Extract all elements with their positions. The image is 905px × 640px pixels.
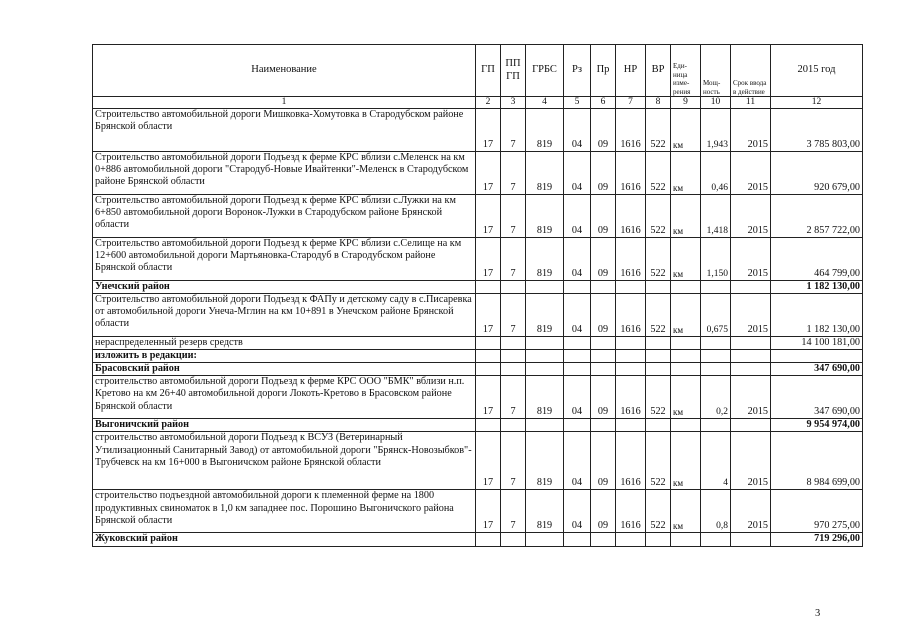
cell-pp-gp: 7 — [501, 432, 526, 490]
cell-term: 2015 — [731, 432, 771, 490]
empty-cell — [591, 533, 616, 546]
empty-cell — [646, 419, 671, 432]
empty-cell — [731, 419, 771, 432]
empty-cell — [616, 337, 646, 350]
empty-cell — [564, 363, 591, 376]
cell-grbs: 819 — [526, 195, 564, 238]
cell-pr: 09 — [591, 294, 616, 337]
table-row — [93, 195, 863, 238]
col-header-gp: ГП — [476, 45, 501, 97]
empty-cell — [591, 337, 616, 350]
row-name: Строительство автомобильной дороги Подъезд к ферме КРС вблизи с.Меленск на км 0+886 автомобильной дороги "Стародуб-Новые Ивайтенки"-Меленск в Стародубском районе Брянской области — [93, 152, 476, 195]
empty-cell — [671, 281, 701, 294]
empty-cell — [501, 533, 526, 546]
column-number: 9 — [671, 97, 701, 109]
cell-grbs: 819 — [526, 432, 564, 490]
column-number: 7 — [616, 97, 646, 109]
col-header-year: 2015 год — [771, 45, 863, 97]
row-name: Строительство автомобильной дороги Подъезд к ФАПу и детскому саду в с.Писаревка от автомобильной дороги Унеча-Мглин на км 10+891 в Унечском районе Брянской области — [93, 294, 476, 337]
empty-cell — [526, 419, 564, 432]
cell-rz: 04 — [564, 490, 591, 533]
row-name: Унечский район — [93, 281, 476, 294]
empty-cell — [501, 419, 526, 432]
row-name: Брасовский район — [93, 363, 476, 376]
cell-vr: 522 — [646, 376, 671, 419]
column-number: 2 — [476, 97, 501, 109]
column-number: 11 — [731, 97, 771, 109]
cell-grbs: 819 — [526, 109, 564, 152]
empty-cell — [701, 350, 731, 363]
cell-nr: 1616 — [616, 109, 646, 152]
cell-vr: 522 — [646, 294, 671, 337]
cell-rz: 04 — [564, 109, 591, 152]
table-row — [93, 109, 863, 152]
cell-pp-gp: 7 — [501, 152, 526, 195]
col-header-rz: Рз — [564, 45, 591, 97]
empty-cell — [564, 419, 591, 432]
empty-cell — [564, 337, 591, 350]
row-name: строительство автомобильной дороги Подъезд к ВСУЗ (Ветеринарный Утилизационный Санитарный Завод) от автомобильной дороги "Брянск-Новозыбков"-Трубчевск на км 16+000 в Выгоничском районе Брянской области — [93, 432, 476, 490]
cell-vr: 522 — [646, 195, 671, 238]
district-row — [93, 533, 863, 546]
table-row — [93, 490, 863, 533]
cell-rz: 04 — [564, 294, 591, 337]
cell-pr: 09 — [591, 195, 616, 238]
col-header-name: Наименование — [93, 45, 476, 97]
empty-cell — [616, 350, 646, 363]
empty-cell — [526, 281, 564, 294]
empty-cell — [591, 281, 616, 294]
cell-pp-gp: 7 — [501, 376, 526, 419]
row-name: Строительство автомобильной дороги Подъезд к ферме КРС вблизи с.Лужки на км 6+850 автомобильной дороги Воронок-Лужки в Стародубском районе Брянской области — [93, 195, 476, 238]
table-row — [93, 152, 863, 195]
empty-cell — [564, 350, 591, 363]
column-number: 3 — [501, 97, 526, 109]
empty-cell — [646, 281, 671, 294]
column-number: 12 — [771, 97, 863, 109]
cell-term: 2015 — [731, 195, 771, 238]
cell-nr: 1616 — [616, 294, 646, 337]
cell-unit: км — [671, 195, 701, 238]
cell-power: 0,8 — [701, 490, 731, 533]
cell-rz: 04 — [564, 195, 591, 238]
cell-nr: 1616 — [616, 152, 646, 195]
cell-vr: 522 — [646, 152, 671, 195]
cell-power: 1,150 — [701, 238, 731, 281]
row-name: Жуковский район — [93, 533, 476, 546]
empty-cell — [671, 363, 701, 376]
cell-power: 0,675 — [701, 294, 731, 337]
cell-grbs: 819 — [526, 294, 564, 337]
cell-gp: 17 — [476, 294, 501, 337]
empty-cell — [616, 363, 646, 376]
empty-cell — [501, 350, 526, 363]
cell-term: 2015 — [731, 294, 771, 337]
cell-power: 0,46 — [701, 152, 731, 195]
row-name: Строительство автомобильной дороги Подъезд к ферме КРС вблизи с.Селище на км 12+600 автомобильной дороги Мартьяновка-Стародуб в Стародубском районе Брянской области — [93, 238, 476, 281]
cell-grbs: 819 — [526, 152, 564, 195]
cell-pr: 09 — [591, 432, 616, 490]
cell-amount: 970 275,00 — [771, 490, 863, 533]
empty-cell — [501, 337, 526, 350]
cell-nr: 1616 — [616, 238, 646, 281]
cell-pr: 09 — [591, 109, 616, 152]
cell-nr: 1616 — [616, 376, 646, 419]
row-name: Выгоничский район — [93, 419, 476, 432]
cell-amount: 347 690,00 — [771, 363, 863, 376]
col-header-pp-gp: ПП ГП — [501, 45, 526, 97]
cell-term: 2015 — [731, 152, 771, 195]
cell-pp-gp: 7 — [501, 238, 526, 281]
empty-cell — [701, 533, 731, 546]
cell-amount: 1 182 130,00 — [771, 281, 863, 294]
cell-pp-gp: 7 — [501, 109, 526, 152]
district-row — [93, 350, 863, 363]
column-number: 6 — [591, 97, 616, 109]
empty-cell — [476, 350, 501, 363]
district-row — [93, 419, 863, 432]
cell-gp: 17 — [476, 109, 501, 152]
row-name: строительство автомобильной дороги Подъезд к ферме КРС ООО "БМК" вблизи н.п. Кретово на км 26+40 автомобильной дороги Локоть-Кретово в Брасовском районе Брянской области — [93, 376, 476, 419]
cell-gp: 17 — [476, 432, 501, 490]
empty-cell — [526, 350, 564, 363]
column-number: 10 — [701, 97, 731, 109]
cell-pr: 09 — [591, 238, 616, 281]
empty-cell — [476, 337, 501, 350]
cell-vr: 522 — [646, 109, 671, 152]
cell-unit: км — [671, 490, 701, 533]
cell-amount: 2 857 722,00 — [771, 195, 863, 238]
empty-cell — [616, 419, 646, 432]
cell-grbs: 819 — [526, 238, 564, 281]
cell-rz: 04 — [564, 376, 591, 419]
cell-term: 2015 — [731, 109, 771, 152]
cell-grbs: 819 — [526, 490, 564, 533]
table-row — [93, 376, 863, 419]
cell-gp: 17 — [476, 152, 501, 195]
column-number: 4 — [526, 97, 564, 109]
cell-pr: 09 — [591, 490, 616, 533]
district-row — [93, 281, 863, 294]
column-number: 1 — [93, 97, 476, 109]
empty-cell — [731, 337, 771, 350]
empty-cell — [671, 533, 701, 546]
col-header-nr: НР — [616, 45, 646, 97]
cell-amount: 719 296,00 — [771, 533, 863, 546]
column-number: 8 — [646, 97, 671, 109]
col-header-pr: Пр — [591, 45, 616, 97]
empty-cell — [476, 363, 501, 376]
cell-nr: 1616 — [616, 195, 646, 238]
cell-term: 2015 — [731, 238, 771, 281]
column-number-row — [93, 97, 863, 109]
cell-rz: 04 — [564, 238, 591, 281]
header-row — [93, 45, 863, 97]
cell-nr: 1616 — [616, 432, 646, 490]
cell-rz: 04 — [564, 432, 591, 490]
empty-cell — [671, 350, 701, 363]
row-name: Строительство автомобильной дороги Мишковка-Хомутовка в Стародубском районе Брянской области — [93, 109, 476, 152]
cell-term: 2015 — [731, 376, 771, 419]
col-header-unit: Еди-ница изме-рения — [671, 45, 701, 97]
empty-cell — [646, 337, 671, 350]
col-header-vr: ВР — [646, 45, 671, 97]
cell-vr: 522 — [646, 238, 671, 281]
cell-amount: 8 984 699,00 — [771, 432, 863, 490]
cell-nr: 1616 — [616, 490, 646, 533]
table-row — [93, 294, 863, 337]
page-number: 3 — [815, 608, 821, 619]
col-header-power: Мощ-ность — [701, 45, 731, 97]
empty-cell — [701, 337, 731, 350]
cell-amount: 920 679,00 — [771, 152, 863, 195]
cell-gp: 17 — [476, 195, 501, 238]
cell-grbs: 819 — [526, 376, 564, 419]
empty-cell — [701, 281, 731, 294]
empty-cell — [646, 533, 671, 546]
cell-power: 1,418 — [701, 195, 731, 238]
cell-amount: 464 799,00 — [771, 238, 863, 281]
cell-term: 2015 — [731, 490, 771, 533]
cell-amount: 3 785 803,00 — [771, 109, 863, 152]
empty-cell — [671, 419, 701, 432]
empty-cell — [526, 337, 564, 350]
table-body — [93, 109, 863, 547]
empty-cell — [731, 350, 771, 363]
column-number: 5 — [564, 97, 591, 109]
cell-pp-gp: 7 — [501, 294, 526, 337]
empty-cell — [501, 281, 526, 294]
empty-cell — [701, 419, 731, 432]
empty-cell — [671, 337, 701, 350]
empty-cell — [564, 281, 591, 294]
cell-pp-gp: 7 — [501, 490, 526, 533]
cell-unit: км — [671, 152, 701, 195]
table-row — [93, 432, 863, 490]
cell-gp: 17 — [476, 490, 501, 533]
empty-cell — [526, 533, 564, 546]
empty-cell — [564, 533, 591, 546]
district-row — [93, 363, 863, 376]
cell-amount: 9 954 974,00 — [771, 419, 863, 432]
col-header-grbs: ГРБС — [526, 45, 564, 97]
col-header-term: Срок ввода в действие — [731, 45, 771, 97]
empty-cell — [591, 363, 616, 376]
table-row — [93, 238, 863, 281]
empty-cell — [476, 419, 501, 432]
row-name: изложить в редакции: — [93, 350, 476, 363]
empty-cell — [476, 533, 501, 546]
cell-unit: км — [671, 238, 701, 281]
cell-amount — [771, 350, 863, 363]
empty-cell — [591, 419, 616, 432]
cell-unit: км — [671, 294, 701, 337]
empty-cell — [616, 281, 646, 294]
cell-amount: 1 182 130,00 — [771, 294, 863, 337]
cell-unit: км — [671, 432, 701, 490]
empty-cell — [476, 281, 501, 294]
cell-power: 1,943 — [701, 109, 731, 152]
empty-cell — [701, 363, 731, 376]
empty-cell — [526, 363, 564, 376]
row-name: нераспределенный резерв средств — [93, 337, 476, 350]
cell-vr: 522 — [646, 490, 671, 533]
budget-table — [92, 44, 863, 547]
cell-unit: км — [671, 376, 701, 419]
cell-pp-gp: 7 — [501, 195, 526, 238]
empty-cell — [501, 363, 526, 376]
row-name: строительство подъездной автомобильной дороги к племенной ферме на 1800 продуктивных свиноматок в 1,0 км западнее пос. Порошино Выгоничского района Брянской области — [93, 490, 476, 533]
cell-power: 0,2 — [701, 376, 731, 419]
cell-pr: 09 — [591, 376, 616, 419]
empty-cell — [616, 533, 646, 546]
empty-cell — [646, 350, 671, 363]
empty-cell — [591, 350, 616, 363]
cell-unit: км — [671, 109, 701, 152]
cell-vr: 522 — [646, 432, 671, 490]
cell-amount: 347 690,00 — [771, 376, 863, 419]
cell-amount: 14 100 181,00 — [771, 337, 863, 350]
cell-pr: 09 — [591, 152, 616, 195]
cell-power: 4 — [701, 432, 731, 490]
empty-cell — [731, 363, 771, 376]
cell-gp: 17 — [476, 238, 501, 281]
empty-cell — [646, 363, 671, 376]
empty-cell — [731, 281, 771, 294]
cell-gp: 17 — [476, 376, 501, 419]
cell-rz: 04 — [564, 152, 591, 195]
reserve-row — [93, 337, 863, 350]
empty-cell — [731, 533, 771, 546]
